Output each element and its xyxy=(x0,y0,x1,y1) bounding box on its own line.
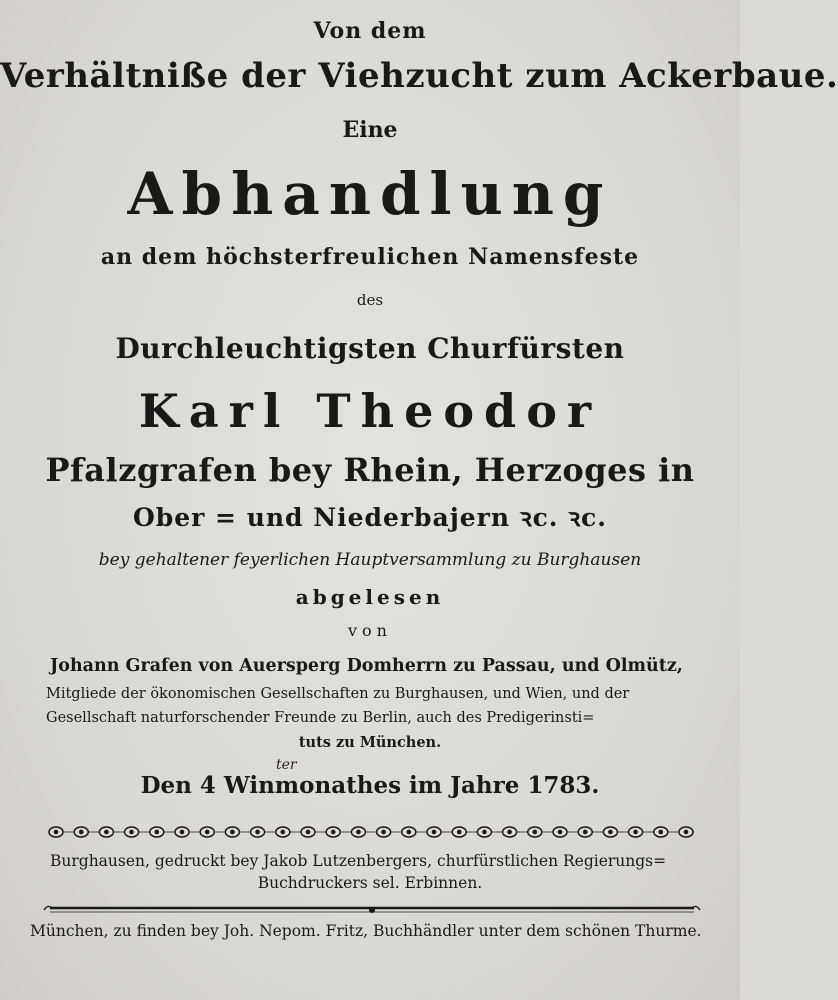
handwritten-annotation: ter xyxy=(276,757,297,773)
border-ornament-dot xyxy=(458,830,461,833)
border-ornament-dot xyxy=(609,830,612,833)
assembly-line: bey gehaltener feyerlichen Hauptversammlung zu Burghausen xyxy=(98,550,642,570)
border-ornament-dot xyxy=(130,830,133,833)
border-ornament-dot xyxy=(281,830,284,833)
border-ornament-dot xyxy=(407,830,410,833)
border-ornament-dot xyxy=(206,830,209,833)
main-title: Verhältniße der Viehzucht zum Ackerbaue. xyxy=(0,56,838,96)
border-ornament-dot xyxy=(306,830,309,833)
border-ornament-dot xyxy=(584,830,587,833)
honorific-line: Durchleuchtigsten Churfürsten xyxy=(115,332,625,365)
author-affiliation-1: Mitgliede der ökonomischen Gesellschaften zu Burghausen, und Wien, und der xyxy=(46,686,630,702)
bookseller-line: München, zu finden bey Joh. Nepom. Fritz, Buchhändler unter dem schönen Thurme. xyxy=(30,922,702,940)
border-ornament-dot xyxy=(634,830,637,833)
genre-heading: Abhandlung xyxy=(127,160,613,228)
border-ornament-dot xyxy=(432,830,435,833)
border-ornament-dot xyxy=(332,830,335,833)
decorative-rule xyxy=(44,903,700,917)
article-line: Eine xyxy=(342,117,398,143)
elector-title-2: Ober = und Niederbajern ꝛc. ꝛc. xyxy=(133,503,607,532)
border-ornament-dot xyxy=(54,830,57,833)
border-ornament-dot xyxy=(155,830,158,833)
date-line: Den 4 Winmonathes im Jahre 1783. xyxy=(140,772,600,799)
border-ornament-dot xyxy=(558,830,561,833)
author-affiliation-2: Gesellschaft naturforschender Freunde zu Berlin, auch des Predigerinsti= xyxy=(46,710,595,726)
border-ornament-dot xyxy=(483,830,486,833)
border-ornament-dot xyxy=(357,830,360,833)
border-ornament-dot xyxy=(256,830,259,833)
border-ornament-dot xyxy=(105,830,108,833)
border-ornament-dot xyxy=(180,830,183,833)
border-ornament-dot xyxy=(80,830,83,833)
genitive-line: des xyxy=(356,291,384,309)
border-ornament-dot xyxy=(659,830,662,833)
border-ornament-dot xyxy=(508,830,511,833)
printer-line: Burghausen, gedruckt bey Jakob Lutzenbergers, churfürstlichen Regierungs= xyxy=(50,852,667,870)
printer-line-2: Buchdruckers sel. Erbinnen. xyxy=(257,874,483,892)
elector-title-1: Pfalzgrafen bey Rhein, Herzoges in xyxy=(45,451,695,489)
author-affiliation-3: tuts zu München. xyxy=(298,734,442,751)
ornamental-border xyxy=(48,822,694,842)
by-line: von xyxy=(348,621,392,640)
border-ornament-dot xyxy=(533,830,536,833)
border-ornament-dot xyxy=(382,830,385,833)
elector-name: Karl Theodor xyxy=(138,384,602,438)
read-line: abgelesen xyxy=(295,585,445,609)
border-ornament-dot xyxy=(684,830,687,833)
occasion-line: an dem höchsterfreulichen Namensfeste xyxy=(100,244,640,270)
preposition-line: Von dem xyxy=(313,18,427,44)
author-line: Johann Grafen von Auersperg Domherrn zu Passau, und Olmütz, xyxy=(50,656,683,676)
border-ornament-dot xyxy=(231,830,234,833)
